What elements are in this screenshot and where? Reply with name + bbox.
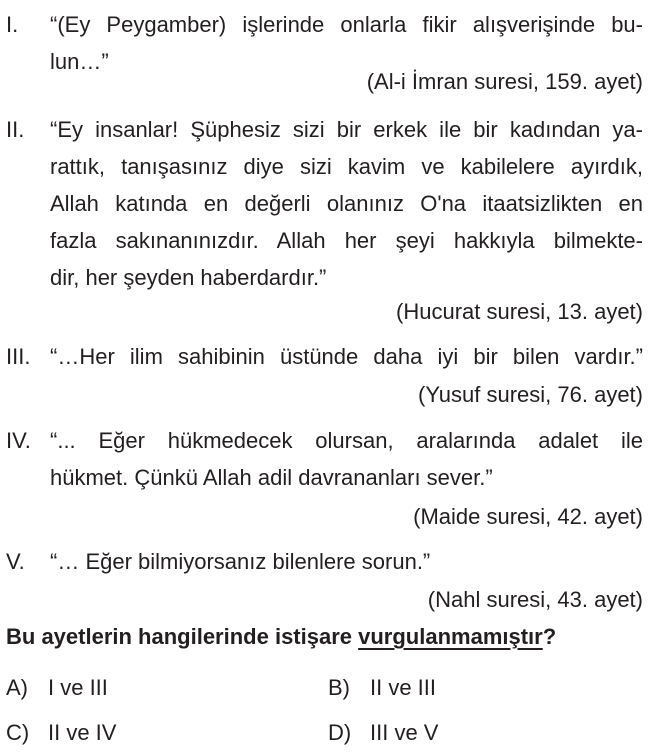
option-text: I ve III xyxy=(48,675,108,700)
verse-line: fazla sakınanınızdır. Allah her şeyi hakkıyla bilmekte- xyxy=(50,228,643,253)
option-b[interactable] xyxy=(328,669,436,706)
question-stem xyxy=(6,618,556,655)
option-letter: C) xyxy=(6,720,30,745)
verse-text xyxy=(50,422,643,496)
question-prefix: Bu ayetlerin hangilerinde istişare xyxy=(6,624,359,649)
option-a[interactable] xyxy=(6,669,108,706)
option-text: II ve IV xyxy=(48,720,117,745)
verse-source: (Maide suresi, 42. ayet) xyxy=(413,504,643,529)
verse-line: dir, her şeyden haberdardır.” xyxy=(50,265,327,290)
verse-text xyxy=(50,543,643,580)
verse-line: “…Her ilim sahibinin üstünde daha iyi bir bilen vardır.” xyxy=(50,344,643,369)
verse-numeral: III. xyxy=(6,344,31,369)
verse-text xyxy=(50,6,643,74)
verse-line: “... Eğer hükmedecek olursan, aralarında adalet ile xyxy=(50,428,643,453)
question-suffix: ? xyxy=(542,624,557,649)
verse-source: (Al-i İmran suresi, 159. ayet) xyxy=(366,69,643,94)
verse-numeral: I. xyxy=(6,12,19,37)
verse-source: (Yusuf suresi, 76. ayet) xyxy=(418,382,643,407)
option-letter: B) xyxy=(328,675,350,700)
verse-source: (Hucurat suresi, 13. ayet) xyxy=(396,299,643,324)
verse-source: (Nahl suresi, 43. ayet) xyxy=(427,587,643,612)
verse-line: hükmet. Çünkü Allah adil davrananları sever.” xyxy=(50,465,493,490)
verse-numeral: IV. xyxy=(6,428,31,453)
verse-line: “Ey insanlar! Şüphesiz sizi bir erkek ile bir kadından ya- xyxy=(50,117,643,142)
option-letter: A) xyxy=(6,675,28,700)
verse-text xyxy=(50,111,643,296)
option-d[interactable] xyxy=(328,714,438,751)
option-text: II ve III xyxy=(370,675,437,700)
verse-line: Allah katında en değerli olanınız O'na itaatsizlikten en xyxy=(50,191,643,216)
verse-line: “(Ey Peygamber) işlerinde onlarla fikir alışverişinde bu- xyxy=(50,12,643,37)
verse-line: “… Eğer bilmiyorsanız bilenlere sorun.” xyxy=(50,549,431,574)
verse-text xyxy=(50,338,643,375)
verse-line: rattık, tanışasınız diye sizi kavim ve kabilelere ayırdık, xyxy=(50,154,643,179)
option-text: III ve V xyxy=(370,720,439,745)
verse-numeral: II. xyxy=(6,117,25,142)
option-c[interactable] xyxy=(6,714,116,751)
question-emphasis: vurgulanmamıştır xyxy=(358,624,543,649)
verse-line: lun…” xyxy=(50,49,109,74)
option-letter: D) xyxy=(328,720,352,745)
verse-numeral: V. xyxy=(6,549,25,574)
